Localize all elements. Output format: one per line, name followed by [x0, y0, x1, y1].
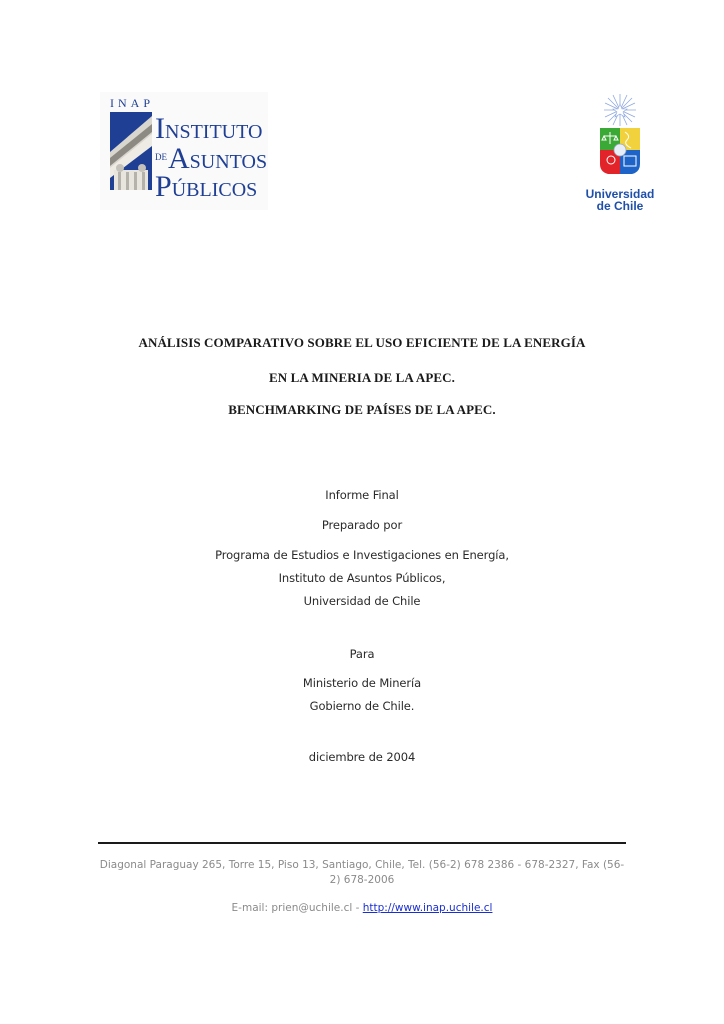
report-type: Informe Final [325, 488, 399, 502]
inap-logo [100, 92, 268, 210]
prepared-by-university: Universidad de Chile [303, 594, 421, 608]
recipient-government: Gobierno de Chile. [309, 699, 415, 713]
document-title-line-1: ANÁLISIS COMPARATIVO SOBRE EL USO EFICIENTE DE LA ENERGÍA [138, 335, 586, 350]
for-label: Para [349, 647, 375, 661]
uchile-name-line2: de Chile [596, 199, 644, 213]
footer-address-line-1: Diagonal Paraguay 265, Torre 15, Piso 13, Santiago, Chile, Tel. (56-2) 678 2386 - 678-2327, Fax (56- [99, 859, 625, 871]
inap-acronym: INAP [110, 96, 155, 110]
document-subtitle: BENCHMARKING DE PAÍSES DE LA APEC. [228, 402, 496, 417]
prepared-by-label: Preparado por [321, 518, 403, 532]
uchile-name-line1: Universidad [585, 187, 655, 201]
footer-email: E-mail: prien@uchile.cl - [231, 902, 363, 914]
prepared-by-institute: Instituto de Asuntos Públicos, [278, 571, 446, 585]
inap-word-instituto: INSTITUTO [155, 112, 263, 145]
star-shield-icon [578, 92, 662, 186]
footer-divider [98, 842, 626, 844]
footer-contact [96, 901, 628, 916]
inap-word-publicos: PÚBLICOS [155, 170, 258, 203]
recipient-ministry: Ministerio de Minería [302, 676, 422, 690]
document-title-line-2: EN LA MINERIA DE LA APEC. [269, 370, 455, 385]
footer-address-line-2: 2) 678-2006 [329, 874, 395, 886]
column-capital-icon [110, 112, 152, 190]
website-link[interactable]: http://www.inap.uchile.cl [362, 902, 493, 914]
prepared-by-program: Programa de Estudios e Investigaciones en Energía, [215, 548, 509, 562]
universidad-de-chile-logo [578, 92, 662, 218]
footer-address [96, 858, 628, 888]
report-date: diciembre de 2004 [308, 750, 416, 764]
inap-word-asuntos: $^{DE}$ASUNTOS [155, 142, 268, 175]
